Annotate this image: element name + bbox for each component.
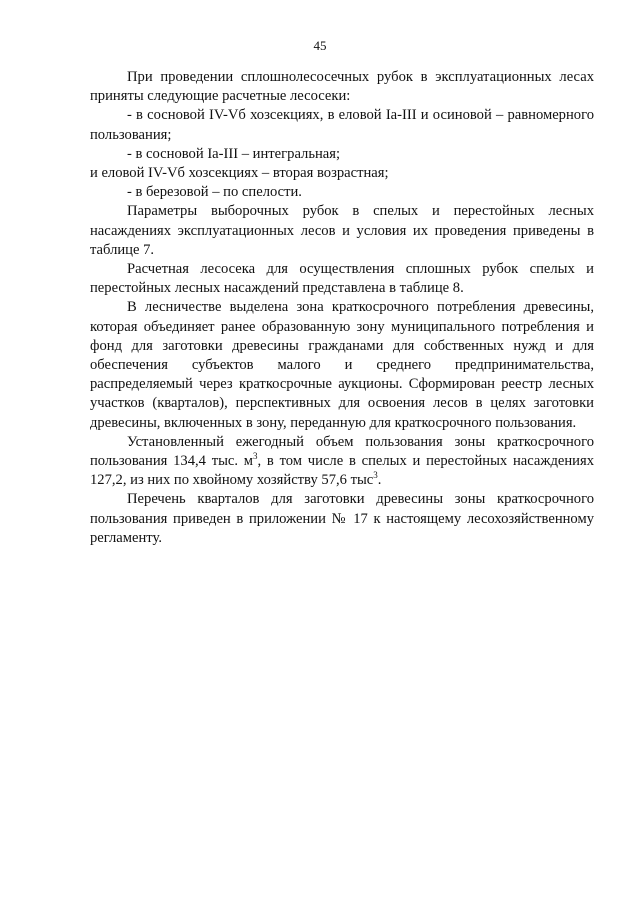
list-item-birch: - в березовой – по спелости. — [127, 184, 302, 201]
annual-volume-text-2: , в том числе в спелых и перестойных насаждениях 127,2, из них по хвойному хозяйству 57,6 тыс — [90, 453, 594, 489]
paragraph-short-term-zone: В лесничестве выделена зона краткосрочного потребления древесины, которая объединяет ранее образованную зону муниципального потребления и фонд для заготовки древесины гражданами для собственных нужд и для обеспечения субъектов малого и среднего предпринимательства, распределяемый через краткосрочные аукционы. Сформирован реестр лесных участков (кварталов), перспективных для освоения лесов в целях заготовки древесины, включенных в зону, переданную для краткосрочного пользования. — [90, 299, 594, 431]
paragraph-felling-intro: При проведении сплошнолесосечных рубок в эксплуатационных лесах приняты следующие расчетные лесосеки: — [90, 69, 594, 105]
superscript-cubic-1: 3 — [253, 451, 258, 462]
annual-volume-text-1: Установленный ежегодный объем пользования зоны краткосрочного пользования 134,4 тыс. м — [90, 433, 594, 470]
paragraph-quarters-list: Перечень кварталов для заготовки древесины зоны краткосрочного пользования приведен в приложении № 17 к настоящему лесохозяйственному регламенту. — [90, 491, 594, 546]
annual-volume-text-3: . — [377, 472, 382, 489]
paragraph-selective-felling: Параметры выборочных рубок в спелых и перестойных лесных насаждениях эксплуатационных лесов и условия их проведения приведены в таблице 7. — [90, 203, 594, 258]
document-body — [90, 68, 594, 548]
list-item-pine-integral: - в сосновой Iа-III – интегральная; — [127, 145, 341, 162]
page-number: 45 — [313, 38, 327, 53]
paragraph-allowable-cut: Расчетная лесосека для осуществления сплошных рубок спелых и перестойных лесных насаждений представлена в таблице 8. — [90, 261, 594, 297]
superscript-cubic-2: 3 — [373, 470, 378, 481]
list-item-pine-spruce-aspen: - в сосновой IV-Vб хозсекциях, в еловой Iа-III и осиновой – равномерного пользования; — [90, 107, 594, 143]
list-item-spruce-age: и еловой IV-Vб хозсекциях – вторая возрастная; — [90, 165, 389, 182]
paragraph-annual-volume — [90, 433, 594, 491]
